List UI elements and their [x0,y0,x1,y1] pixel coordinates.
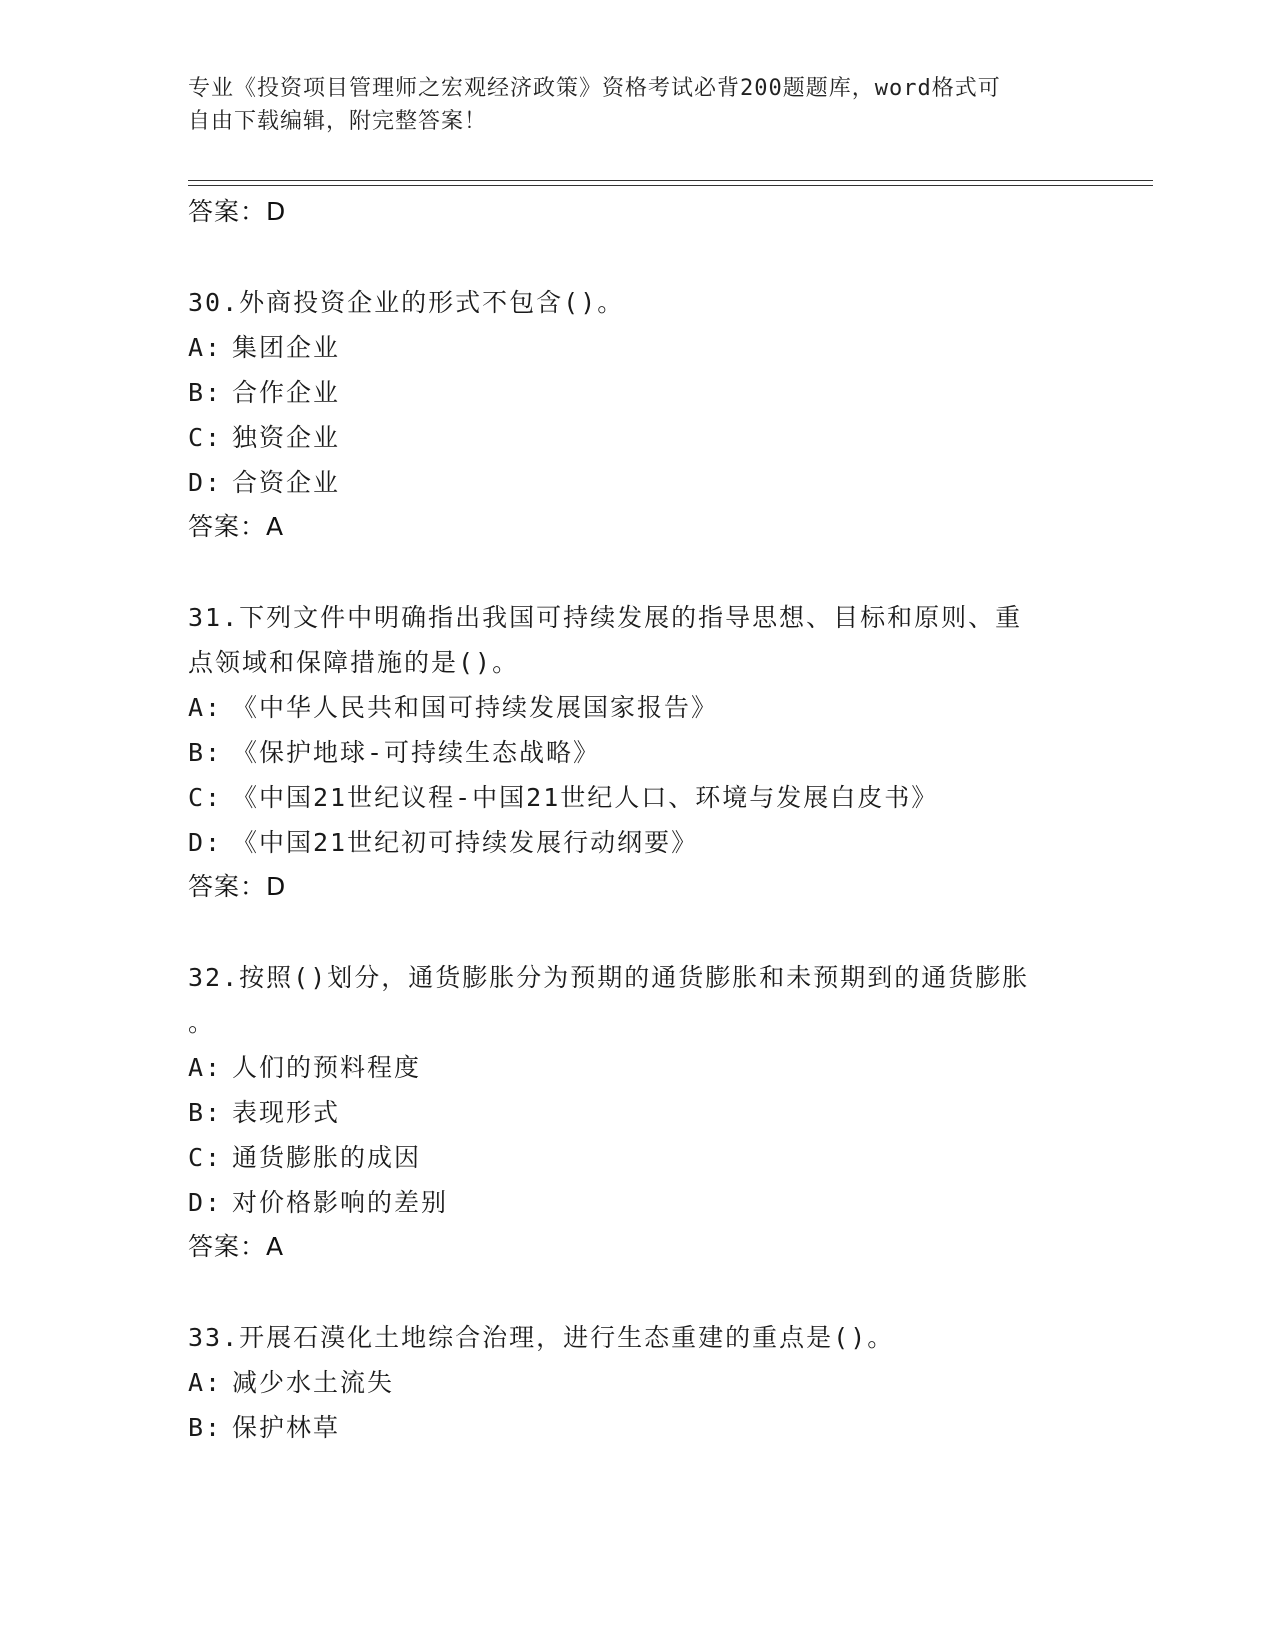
option-key: C: [188,423,223,452]
document-header [188,72,1068,138]
option-text: 保护林草 [232,1413,341,1442]
option-b [188,730,1088,775]
option-d [188,460,1088,505]
option-b [188,1090,1088,1135]
option-a [188,1360,1088,1405]
option-c [188,415,1088,460]
option-text: 合资企业 [232,468,341,497]
question-text-line-2: 。 [188,1008,216,1037]
option-text: 通货膨胀的成因 [232,1143,422,1172]
header-rule-top [188,180,1153,181]
answer-30: 答案：A [188,512,285,541]
option-text: 对价格影响的差别 [232,1188,449,1217]
option-text: 《中华人民共和国可持续发展国家报告》 [232,693,719,722]
option-b [188,1405,1088,1450]
header-line-1: 专业《投资项目管理师之宏观经济政策》资格考试必背200题题库，word格式可 [188,76,1001,101]
question-31 [188,595,1088,909]
option-a [188,685,1088,730]
option-text: 《中国21世纪初可持续发展行动纲要》 [232,828,699,857]
option-key: B: [188,1413,223,1442]
option-a [188,1045,1088,1090]
question-text-line-2: 点领域和保障措施的是()。 [188,648,520,677]
option-b [188,370,1088,415]
question-30 [188,280,1088,549]
option-c [188,1135,1088,1180]
option-key: D: [188,1188,223,1217]
option-text: 独资企业 [232,423,341,452]
option-key: A: [188,693,223,722]
question-text: 30.外商投资企业的形式不包含()。 [188,288,625,317]
option-text: 合作企业 [232,378,341,407]
option-key: C: [188,783,223,812]
header-rule-bottom [188,185,1153,186]
option-key: B: [188,738,223,767]
question-text-line-1: 31.下列文件中明确指出我国可持续发展的指导思想、目标和原则、重 [188,603,1023,632]
question-list [188,190,1088,1450]
option-d [188,820,1088,865]
option-text: 表现形式 [232,1098,341,1127]
option-key: C: [188,1143,223,1172]
option-key: B: [188,1098,223,1127]
answer-32: 答案：A [188,1232,285,1261]
option-key: A: [188,1368,223,1397]
option-a [188,325,1088,370]
option-key: A: [188,1053,223,1082]
option-key: A: [188,333,223,362]
option-text: 《中国21世纪议程-中国21世纪人口、环境与发展白皮书》 [232,783,939,812]
option-text: 《保护地球-可持续生态战略》 [232,738,601,767]
option-key: B: [188,378,223,407]
answer-31: 答案：D [188,872,287,901]
option-c [188,775,1088,820]
question-text: 33.开展石漠化土地综合治理，进行生态重建的重点是()。 [188,1323,895,1352]
option-text: 集团企业 [232,333,341,362]
answer-29: 答案：D [188,197,287,226]
question-text-line-1: 32.按照()划分，通货膨胀分为预期的通货膨胀和未预期到的通货膨胀 [188,963,1030,992]
header-line-2: 自由下载编辑，附完整答案！ [188,109,488,134]
question-32 [188,955,1088,1269]
option-text: 人们的预料程度 [232,1053,422,1082]
option-d [188,1180,1088,1225]
option-key: D: [188,468,223,497]
option-key: D: [188,828,223,857]
option-text: 减少水土流失 [232,1368,395,1397]
question-33 [188,1315,1088,1450]
